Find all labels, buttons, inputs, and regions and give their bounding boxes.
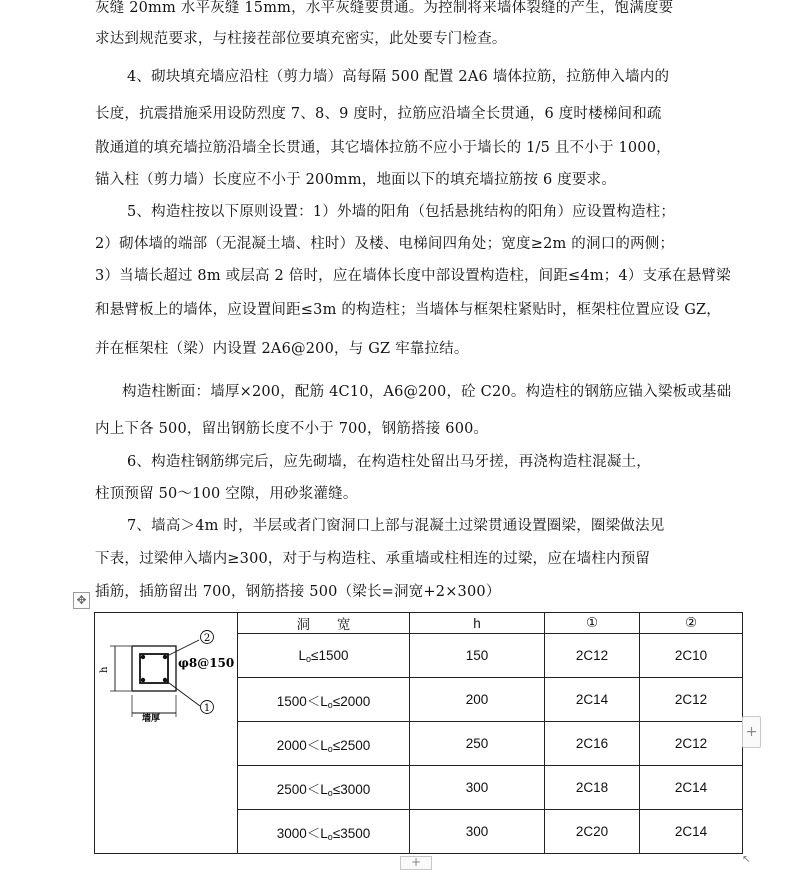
rebar-1-cell: 2C16 [545,722,640,766]
h-cell: 300 [410,766,545,810]
paragraph-line: 下表，过梁伸入墙内≥300，对于与构造柱、承重墙或柱相连的过梁，应在墙柱内预留 [95,551,651,567]
table-move-handle[interactable]: ✥ [73,592,90,609]
paragraph-line: 长度，抗震措施采用设防烈度 7、8、9 度时，拉筋应沿墙全长贯通，6 度时楼梯间和疏 [95,106,662,122]
add-column-button[interactable]: + [742,716,761,748]
section-diagram-cell [95,613,238,854]
rebar-1-cell: 2C18 [545,766,640,810]
rebar-2-cell: 2C12 [640,678,743,722]
height-label: h [99,666,110,673]
opening-width-cell: $3000<L_o\le 3500$ [238,810,410,854]
paragraph-line: 和悬臂板上的墙体，应设置间距≤3m 的构造柱；当墙体与框架柱紧贴时，框架柱位置应设 GZ， [95,302,721,318]
add-row-button[interactable]: + [400,856,432,870]
paragraph-line: 柱顶预留 50～100 空隙，用砂浆灌缝。 [95,486,358,502]
rebar-1-cell: 2C12 [545,634,640,678]
paragraph-line: 4、砌块填充墙应沿柱（剪力墙）高每隔 500 配置 2A6 墙体拉筋，拉筋伸入墙内的 [127,69,670,85]
opening-width-cell: $2000<L_o\le 2500$ [238,722,410,766]
rebar-1-cell: 2C20 [545,810,640,854]
rebar-2-cell: 2C12 [640,722,743,766]
opening-width-cell: $2500<L_o\le 3000$ [238,766,410,810]
paragraph-line: 求达到规范要求，与柱接茬部位要填充密实，此处要专门检查。 [95,31,507,47]
paragraph-line: 插筋，插筋留出 700，钢筋搭接 500（梁长=洞宽+2×300） [95,584,501,600]
paragraph-line: 5、构造柱按以下原则设置：1）外墙的阳角（包括悬挑结构的阳角）应设置构造柱； [127,204,676,220]
h-cell: 300 [410,810,545,854]
header-opening-width: 洞 宽 [238,613,410,634]
paragraph-line: 内上下各 500，留出钢筋长度不小于 700，钢筋搭接 600。 [95,421,489,437]
diagram-label-1: 1 [203,703,211,714]
paragraph-line: 3）当墙长超过 8m 或层高 2 倍时，应在墙体长度中部设置构造柱，间距≤4m；4）支承在悬臂梁 [95,268,731,284]
beam-section-diagram [95,613,238,723]
opening-width-cell: $L_o\le 1500$ [238,634,410,678]
rebar-2-cell: 2C10 [640,634,743,678]
header-rebar-2: ② [640,613,743,634]
paragraph-line: 7、墙高＞4m 时，半层或者门窗洞口上部与混凝土过梁贯通设置圈梁，圈梁做法见 [127,518,665,534]
paragraph-line: 构造柱断面：墙厚×200，配筋 4C10，A6@200，砼 C20。构造柱的钢筋应锚入梁板或基础 [122,384,732,400]
wall-thickness-label: 墙厚 [142,714,161,723]
h-cell: 200 [410,678,545,722]
paragraph-line: 灰缝 20mm 水平灰缝 15mm，水平灰缝要贯通。为控制将来墙体裂缝的产生，饱满度要 [95,0,674,16]
ring-beam-table [94,612,743,854]
diagram-label-2: 2 [203,633,211,644]
paragraph-line: 6、构造柱钢筋绑完后，应先砌墙，在构造柱处留出马牙搓，再浇构造柱混凝土， [127,454,651,470]
header-h: h [410,613,545,634]
table-resize-handle[interactable]: ↖ [742,854,751,865]
header-rebar-1: ① [545,613,640,634]
h-cell: 150 [410,634,545,678]
h-cell: 250 [410,722,545,766]
opening-width-cell: $1500<L_o\le 2000$ [238,678,410,722]
paragraph-line: 2）砌体墙的端部（无混凝土墙、柱时）及楼、电梯间四角处；宽度≥2m 的洞口的两侧； [95,236,675,252]
rebar-spec-label: φ8@150 [178,656,235,670]
paragraph-line: 锚入柱（剪力墙）长度应不小于 200mm，地面以下的填充墙拉筋按 6 度要求。 [95,172,617,188]
rebar-1-cell: 2C14 [545,678,640,722]
paragraph-line: 并在框架柱（梁）内设置 2A6@200，与 GZ 牢靠拉结。 [95,341,469,357]
rebar-2-cell: 2C14 [640,810,743,854]
rebar-2-cell: 2C14 [640,766,743,810]
paragraph-line: 散通道的填充墙拉筋沿墙全长贯通，其它墙体拉筋不应小于墙长的 1/5 且不小于 1000， [95,140,671,156]
